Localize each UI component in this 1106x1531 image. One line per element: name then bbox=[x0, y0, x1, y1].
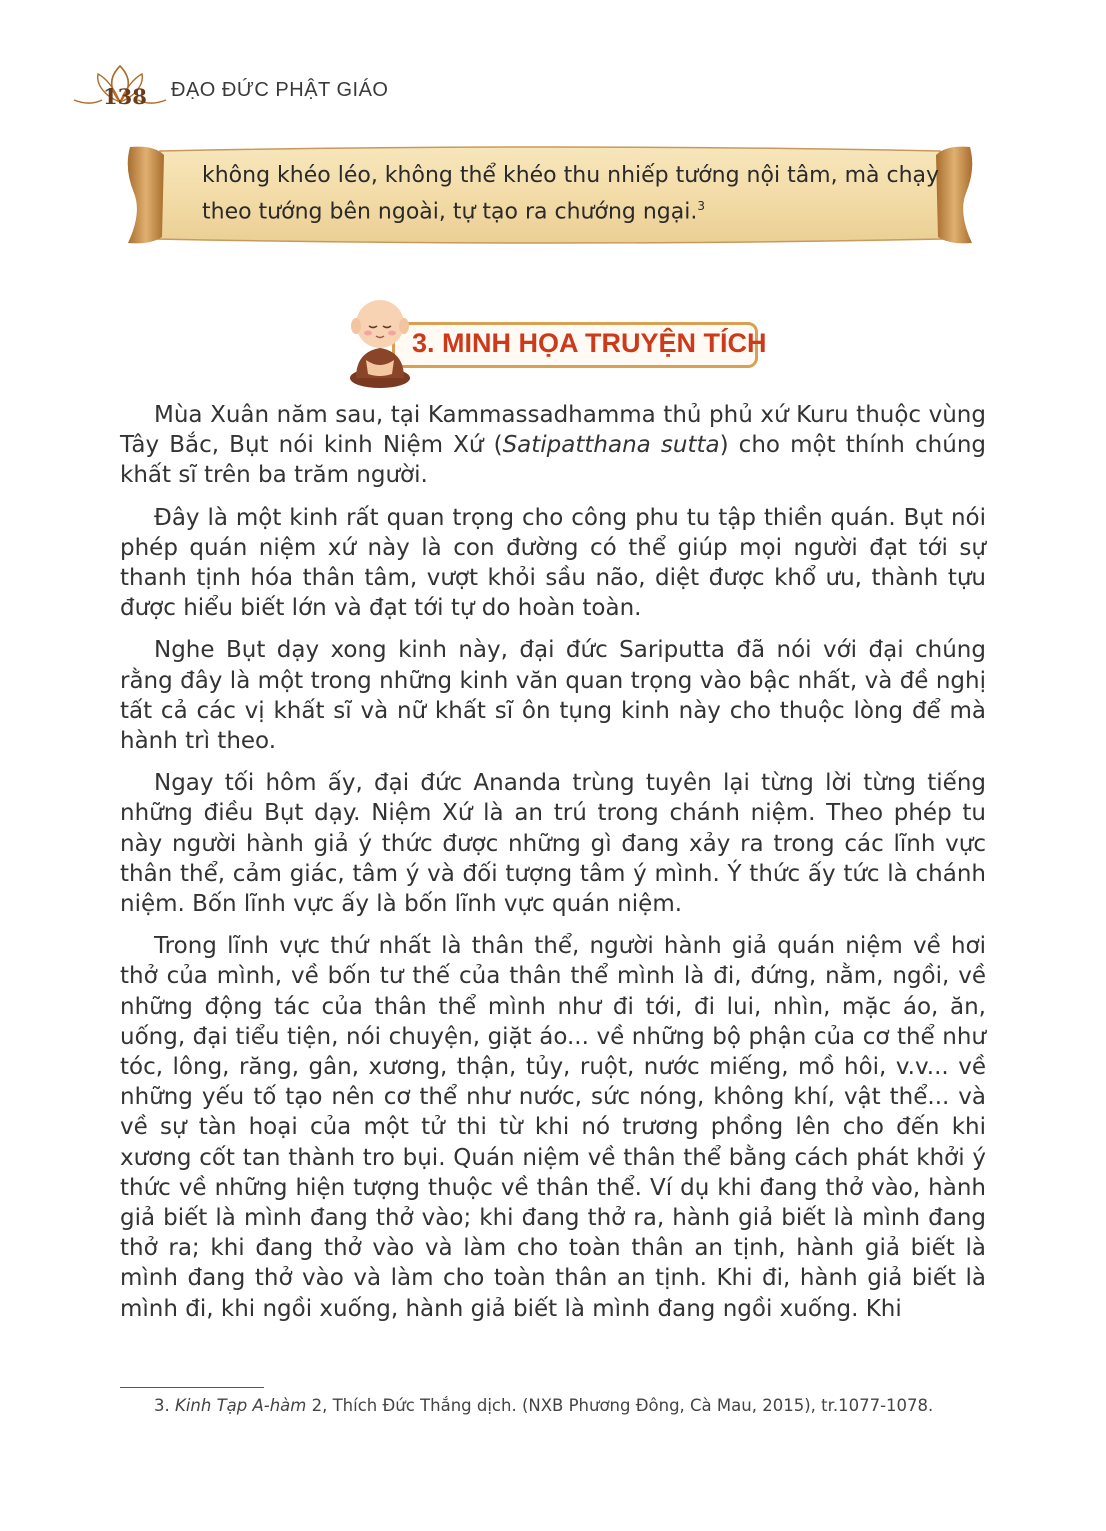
article-body bbox=[120, 400, 986, 1336]
paragraph: Trong lĩnh vực thứ nhất là thân thể, người hành giả quán niệm về hơi thở của mình, về bốn tư thế của thân thể mình là đi, đứng, nằm, ngồi, về những động tác của thân thể mình như đi tới, đi lui, nhìn, mặc áo, ăn, uống, đại tiểu tiện, nói chuyện, giặt áo... về những bộ phận của cơ thể như tóc, lông, răng, gân, xương, thận, tủy, ruột, nước miếng, mồ hôi, v.v... về những yếu tố tạo nên cơ thể như nước, sức nóng, không khí, vật thể... và về sự tàn hoại của một tử thi từ khi nó trương phồng lên cho đến khi xương cốt tan thành tro bụi. Quán niệm về thân thể bằng cách phát khởi ý thức về những hiện tượng thuộc về thân thể. Ví dụ khi đang thở vào, hành giả biết là mình đang thở vào; khi đang thở ra, hành giả biết là mình đang thở ra; khi đang thở vào và làm cho toàn thân an tịnh, hành giả biết là mình đang thở vào và làm cho toàn thân an tịnh. Khi đi, hành giả biết là mình đi, khi ngồi xuống, hành giả biết là mình đang ngồi xuống. Khi bbox=[120, 933, 986, 1322]
footnote-marker: 3 bbox=[697, 199, 705, 213]
section-heading bbox=[342, 290, 772, 390]
paragraph: Nghe Bụt dạy xong kinh này, đại đức Sariputta đã nói với đại chúng rằng đây là một trong những kinh văn quan trọng vào bậc nhất, và đề nghị tất cả các vị khất sĩ và nữ khất sĩ ôn tụng kinh này cho thuộc lòng để mà hành trì theo. bbox=[120, 637, 986, 755]
monk-icon bbox=[342, 290, 422, 390]
quote-scroll bbox=[120, 143, 980, 247]
section-title: 3. MINH HỌA TRUYỆN TÍCH bbox=[412, 328, 767, 358]
paragraph: Ngay tối hôm ấy, đại đức Ananda trùng tuyên lại từng lời từng tiếng những điều Bụt dạy. Niệm Xứ là an trú trong chánh niệm. Theo phép tu này người hành giả ý thức được những gì đang xảy ra trong các lĩnh vực thân thể, cảm giác, tâm ý và đối tượng tâm ý mình. Ý thức ấy tức là chánh niệm. Bốn lĩnh vực ấy là bốn lĩnh vực quán niệm. bbox=[120, 770, 986, 918]
page-header bbox=[70, 62, 510, 112]
page-number: 138 bbox=[103, 84, 147, 109]
footnote-divider bbox=[120, 1387, 264, 1388]
paragraph: Đây là một kinh rất quan trọng cho công phu tu tập thiền quán. Bụt nói phép quán niệm xứ này là con đường có thể giúp mọi người đạt tới sự thanh tịnh hóa thân tâm, vượt khỏi sầu não, diệt được khổ ưu, thành tựu được hiểu biết lớn và đạt tới tự do hoàn toàn. bbox=[120, 504, 986, 622]
footnote: 3. Kinh Tạp A-hàm 2, Thích Đức Thắng dịch. (NXB Phương Đông, Cà Mau, 2015), tr.1077-1078. bbox=[154, 1396, 934, 1415]
quote-text: không khéo léo, không thể khéo thu nhiếp tướng nội tâm, mà chạy theo tướng bên ngoài, tự tạo ra chướng ngại.$^3$ bbox=[202, 163, 940, 225]
paragraph: Mùa Xuân năm sau, tại Kammassadhamma thủ phủ xứ Kuru thuộc vùng Tây Bắc, Bụt nói kinh Niệm Xứ (Satipatthana sutta) cho một thính chúng khất sĩ trên ba trăm người. bbox=[120, 402, 986, 489]
book-title: ĐẠO ĐỨC PHẬT GIÁO bbox=[171, 79, 389, 101]
